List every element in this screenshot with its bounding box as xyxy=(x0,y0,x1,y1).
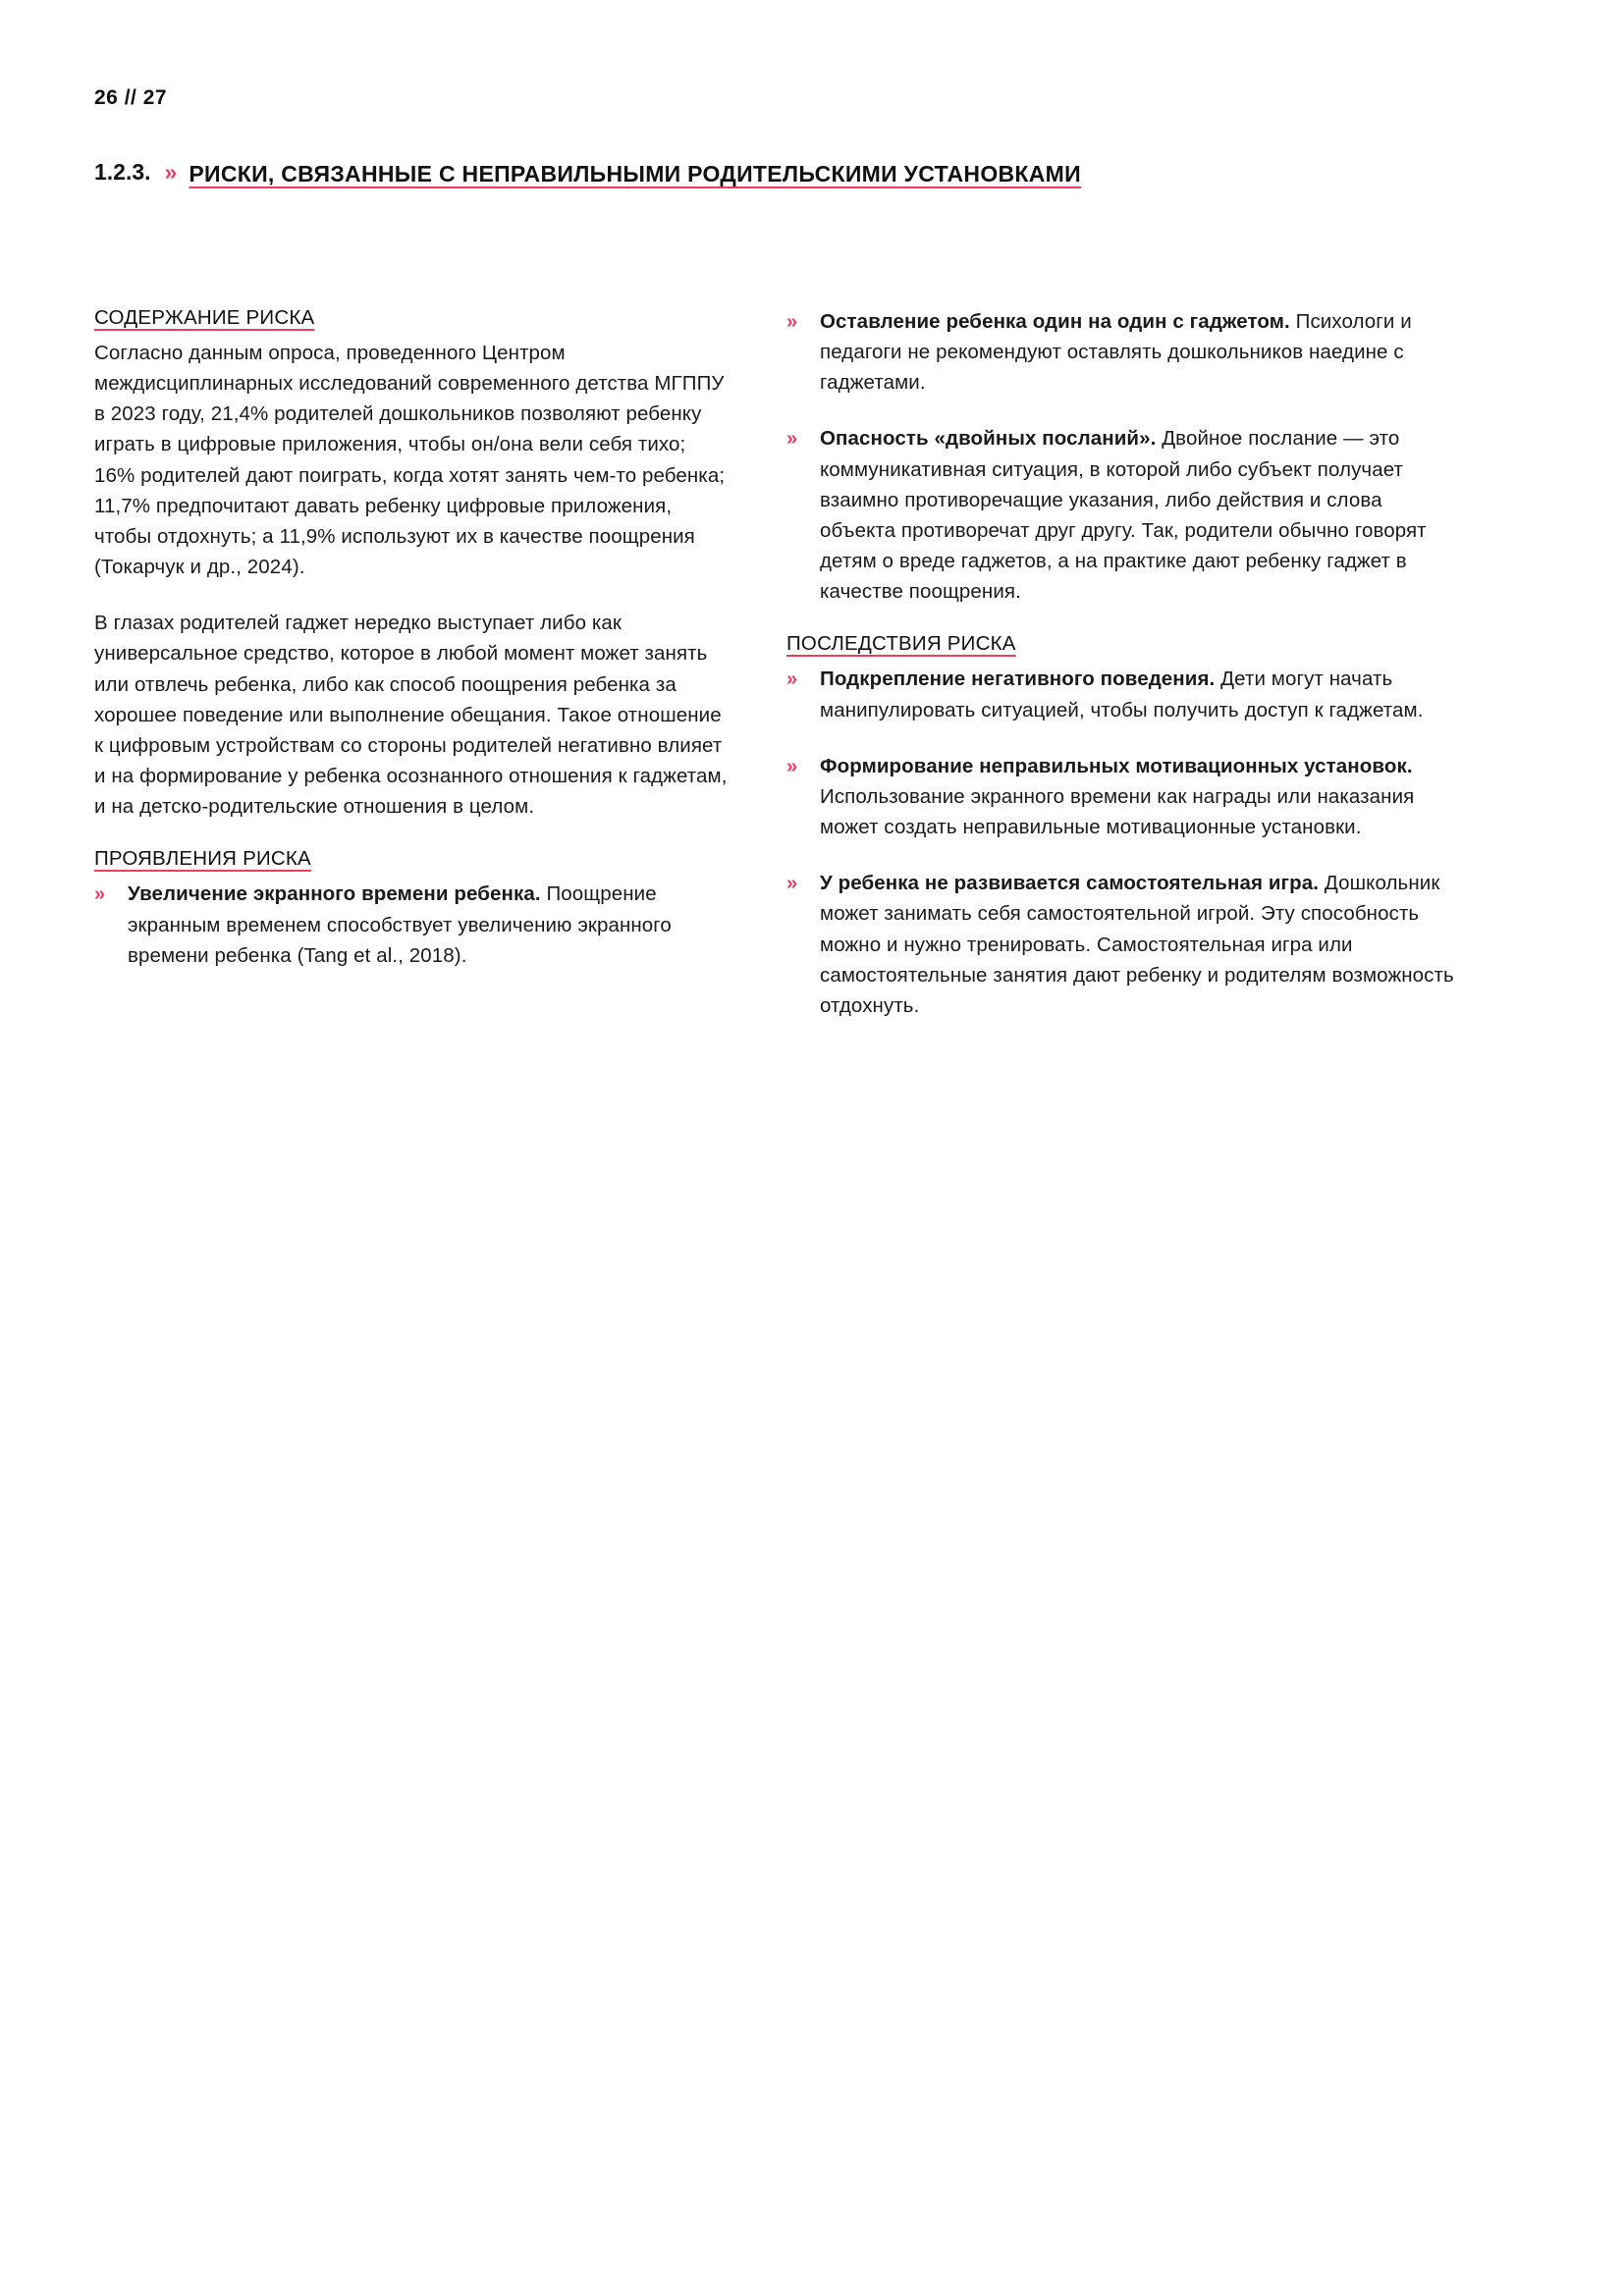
chevron-icon: » xyxy=(786,428,796,451)
list-item-rest: Поощрение экранным временем способствует увеличению экранного времени ребенка (Tang et al., 2018). xyxy=(128,882,672,967)
list-item xyxy=(786,868,1454,1021)
list-item-rest: Использование экранного времени как награды или наказания может создать неправильные мотивационные установки. xyxy=(820,784,1415,839)
list-item-text xyxy=(820,868,1454,1021)
chevron-icon: » xyxy=(94,883,104,906)
heading-risk-content: СОДЕРЖАНИЕ РИСКА xyxy=(94,306,315,329)
list-item-text xyxy=(820,423,1454,607)
list-item xyxy=(786,751,1454,842)
list-item-lead: Подкрепление негативного поведения. xyxy=(820,667,1216,691)
list-item-rest: Дети могут начать манипулировать ситуацией, чтобы получить доступ к гаджетам. xyxy=(820,667,1424,721)
list-item-text xyxy=(820,751,1454,842)
list-item xyxy=(94,879,728,970)
page-title: РИСКИ, СВЯЗАННЫЕ С НЕПРАВИЛЬНЫМИ РОДИТЕЛЬСКИМИ УСТАНОВКАМИ xyxy=(189,161,1081,187)
chevron-icon: » xyxy=(164,159,176,185)
heading-risk-manifestations: ПРОЯВЛЕНИЯ РИСКА xyxy=(94,847,311,871)
list-item-text xyxy=(820,664,1454,724)
list-item-text xyxy=(128,879,728,970)
chevron-icon: » xyxy=(786,668,796,691)
list-item-lead: У ребенка не развивается самостоятельная игра. xyxy=(820,872,1320,895)
list-item-rest: Двойное послание — это коммуникативная ситуация, в которой либо субъект получает взаимно противоречащие указания, либо действия и слова объекта противоречат друг другу. Так, родители обычно говорят детям о вреде гаджетов, а на практике дают ребенку гаджет в качестве поощрения. xyxy=(820,427,1427,604)
page-number: 26 // 27 xyxy=(94,86,168,109)
section-number: 1.2.3. xyxy=(94,159,151,185)
paragraph-risk-content-1: Согласно данным опроса, проведенного Центром междисциплинарных исследований современного детства МГППУ в 2023 году, 21,4% родителей дошкольников позволяют ребенку играть в цифровые приложения, чтобы он/она вели себя тихо; 16% родителей дают поиграть, когда хотят занять чем-то ребенка; 11,7% предпочитают давать ребенку цифровые приложения, чтобы отдохнуть; а 11,9% используют их в качестве поощрения (Токарчук и др., 2024). xyxy=(94,342,726,579)
list-item-lead: Увеличение экранного времени ребенка. xyxy=(128,882,541,906)
heading-risk-consequences: ПОСЛЕДСТВИЯ РИСКА xyxy=(786,632,1016,656)
content-columns xyxy=(94,306,1538,1046)
chevron-icon: » xyxy=(786,873,796,895)
list-item xyxy=(786,664,1454,724)
list-item-text xyxy=(820,306,1454,398)
right-column xyxy=(786,306,1454,1046)
list-item xyxy=(786,423,1454,607)
left-column xyxy=(94,306,728,1046)
list-item-lead: Опасность «двойных посланий». xyxy=(820,427,1157,451)
section-heading xyxy=(94,157,1538,192)
chevron-icon: » xyxy=(786,755,796,777)
paragraph-risk-content-2: В глазах родителей гаджет нередко выступает либо как универсальное средство, которое в любой момент может занять или отвлечь ребенка, либо как способ поощрения ребенка за хорошее поведение или выполнение обещания. Такое отношение к цифровым устройствам со стороны родителей негативно влияет и на формирование у ребенка осознанного отношения к гаджетам, и на детско-родительские отношения в целом. xyxy=(94,612,728,819)
list-item-rest: Дошкольник может занимать себя самостоятельной игрой. Эту способность можно и нужно тренировать. Самостоятельная игра или самостоятельные занятия дают ребенку и родителям возможность отдохнуть. xyxy=(820,872,1454,1017)
list-item-lead: Формирование неправильных мотивационных установок. xyxy=(820,754,1413,777)
chevron-icon: » xyxy=(786,311,796,333)
list-item-lead: Оставление ребенка один на один с гаджетом. xyxy=(820,310,1290,333)
list-item xyxy=(786,306,1454,398)
list-item-rest: Психологи и педагоги не рекомендуют оставлять дошкольников наедине с гаджетами. xyxy=(820,310,1412,395)
